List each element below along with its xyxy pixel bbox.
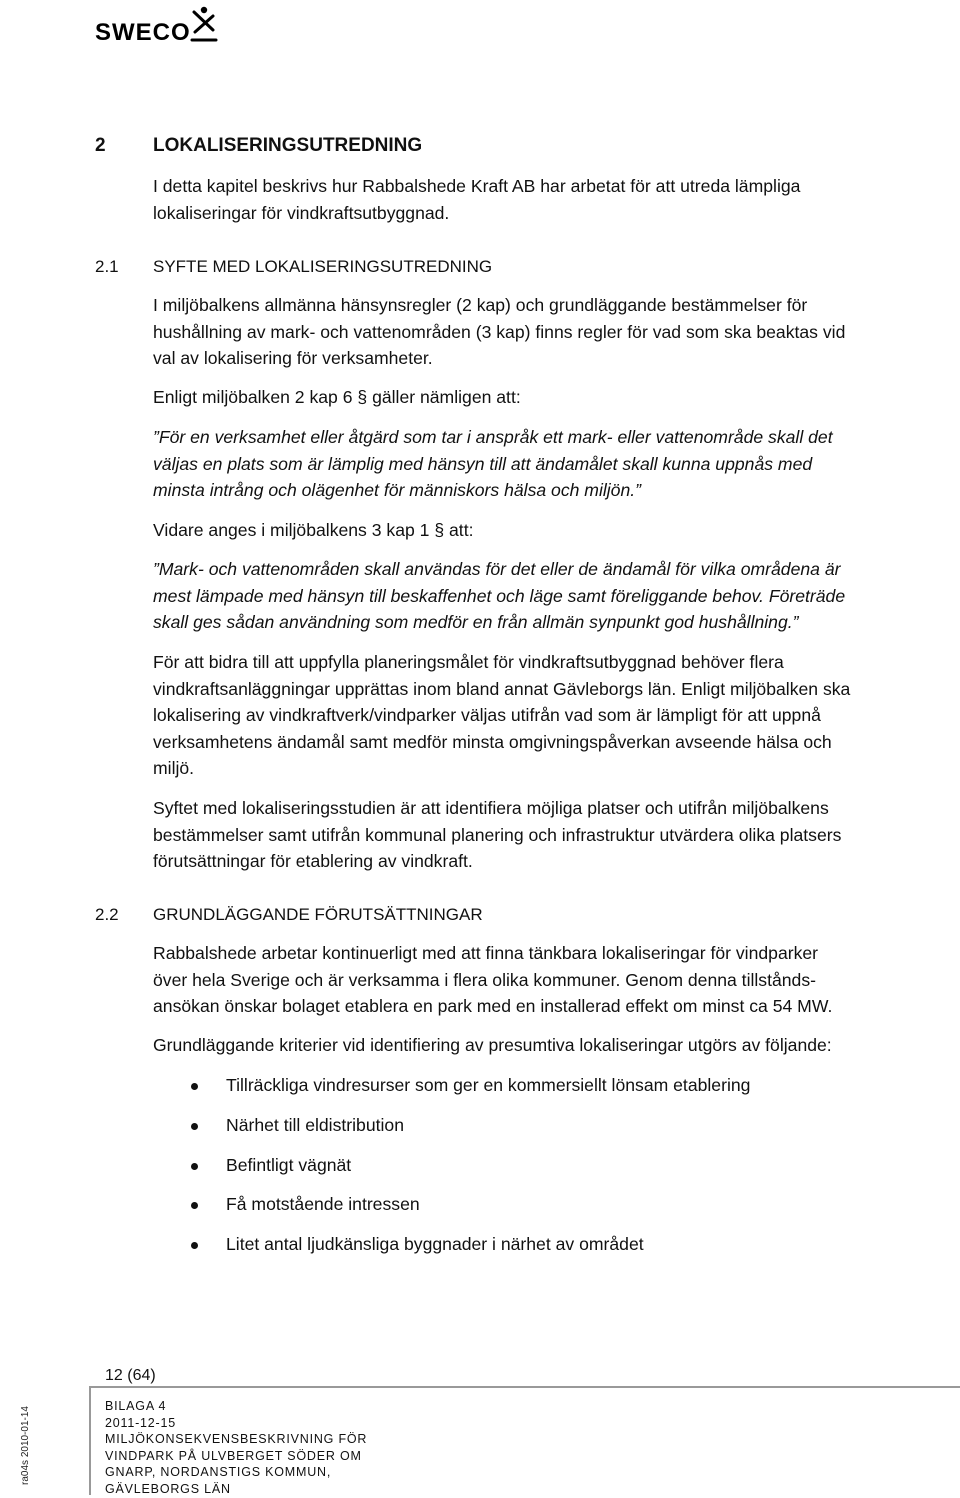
text-line: förutsättningar för etablering av vindkraft.: [153, 851, 473, 871]
section-2-1-number: 2.1: [95, 257, 119, 276]
sweco-logo: [95, 4, 225, 48]
text-line: skall ges sådan användning som medför en från allmän synpunkt god hushållning.”: [153, 612, 799, 632]
text-line: miljö.: [153, 758, 195, 778]
footer-line: GÄVLEBORGS LÄN: [105, 1481, 231, 1496]
section-2-2-number: 2.2: [95, 905, 119, 924]
list-item-text: Få motstående intressen: [226, 1194, 420, 1214]
section-2-number: 2: [95, 135, 106, 156]
text-line: ”För en verksamhet eller åtgärd som tar i anspråk ett mark- eller vattenområde skall det: [153, 427, 833, 447]
section-2-2-paragraph-1: [153, 940, 960, 1020]
section-2-1-paragraph-3: Vidare anges i miljöbalkens 3 kap 1 § att:: [153, 520, 474, 540]
text-line: lokalisering av vindkraftverk/vindparker väljas utifrån vad som är lämpligt för att uppnå: [153, 705, 821, 725]
bullet-icon: [191, 1163, 198, 1170]
law-quote-2: [153, 556, 960, 636]
text-line: Rabbalshede arbetar kontinuerligt med att finna tänkbara lokaliseringar för vindparker: [153, 943, 819, 963]
footer-line: VINDPARK PÅ ULVBERGET SÖDER OM: [105, 1448, 362, 1463]
footer-line: GNARP, NORDANSTIGS KOMMUN,: [105, 1465, 332, 1480]
sweco-logo-text: SWECO: [95, 19, 191, 46]
section-2-1-paragraph-2: Enligt miljöbalken 2 kap 6 § gäller nämligen att:: [153, 387, 521, 407]
text-line: ansökan önskar bolaget etablera en park med en installerad effekt om minst ca 54 MW.: [153, 996, 833, 1016]
bullet-icon: [191, 1242, 198, 1249]
section-2-1-paragraph-4: [153, 649, 960, 782]
footer-line: MILJÖKONSEKVENSBESKRIVNING FÖR: [105, 1432, 368, 1447]
bullet-icon: [191, 1202, 198, 1209]
footer-vertical-divider: [89, 1386, 91, 1495]
footer-line: 2011-12-15: [105, 1415, 177, 1430]
section-2-title: LOKALISERINGSUTREDNING: [153, 135, 423, 156]
list-item-text: Befintligt vägnät: [226, 1155, 352, 1175]
list-item-text: Närhet till eldistribution: [226, 1115, 404, 1135]
text-line: I detta kapitel beskrivs hur Rabbalshede Kraft AB har arbetat för att utreda lämpliga: [153, 176, 801, 196]
bullet-icon: [191, 1083, 198, 1090]
text-line: ”Mark- och vattenområden skall användas för det eller de ändamål för vilka områdena är: [153, 559, 841, 579]
text-line: Syftet med lokaliseringsstudien är att identifiera möjliga platser och utifrån miljöbalkens: [153, 798, 829, 818]
text-line: I miljöbalkens allmänna hänsynsregler (2 kap) och grundläggande bestämmelser för: [153, 295, 808, 315]
bullet-icon: [191, 1123, 198, 1130]
text-line: bestämmelser samt utifrån kommunal planering och infrastruktur utvärdera olika platsers: [153, 824, 842, 845]
section-2-2-title: GRUNDLÄGGANDE FÖRUTSÄTTNINGAR: [153, 905, 483, 924]
text-line: vindkraftsanläggningar upprättas inom bland annat Gävleborgs län. Enligt miljöbalken ska: [153, 678, 851, 699]
text-line: minsta intrång och olägenhet för människors hälsa och miljön.”: [153, 480, 641, 500]
text-line: hushållning av mark- och vattenområden (3 kap) finns regler för vad som ska beaktas vid: [153, 321, 846, 342]
footer-document-info: [105, 1398, 367, 1498]
section-2-1-title: SYFTE MED LOKALISERINGSUTREDNING: [153, 257, 493, 276]
text-line: verksamhetens ändamål samt medför minsta omgivningspåverkan avseende hälsa och: [153, 731, 832, 752]
section-2-1-paragraph-1: [153, 292, 960, 372]
template-code: ra04s 2010-01-14: [19, 1406, 31, 1485]
text-line: mest lämpade med hänsyn till beskaffenhet och läge samt föreliggande behov. Företräde: [153, 585, 846, 606]
text-line: över hela Sverige och är verksamma i flera olika kommuner. Genom denna tillstånds-: [153, 969, 816, 990]
page-number: 12 (64): [105, 1367, 156, 1384]
text-line: väljas en plats som är lämplig med hänsyn till att ändamålet skall kunna uppnås med: [153, 453, 813, 474]
text-line: För att bidra till att uppfylla planeringsmålet för vindkraftsutbyggnad behöver flera: [153, 652, 784, 672]
text-line: lokaliseringar för vindkraftsutbyggnad.: [153, 202, 450, 223]
section-2-intro: [153, 173, 960, 226]
law-quote-1: [153, 424, 960, 504]
section-2-2-paragraph-2: Grundläggande kriterier vid identifiering av presumtiva lokaliseringar utgörs av följande:: [153, 1035, 832, 1055]
footer-line: BILAGA 4: [105, 1399, 167, 1413]
list-item-text: Tillräckliga vindresurser som ger en kommersiellt lönsam etablering: [226, 1075, 751, 1095]
footer-divider: [89, 1386, 960, 1388]
list-item-text: Litet antal ljudkänsliga byggnader i närhet av området: [226, 1234, 644, 1254]
section-2-1-paragraph-5: [153, 795, 960, 875]
sweco-figure-icon: [192, 7, 216, 40]
text-line: val av lokalisering för verksamheter.: [153, 348, 433, 368]
